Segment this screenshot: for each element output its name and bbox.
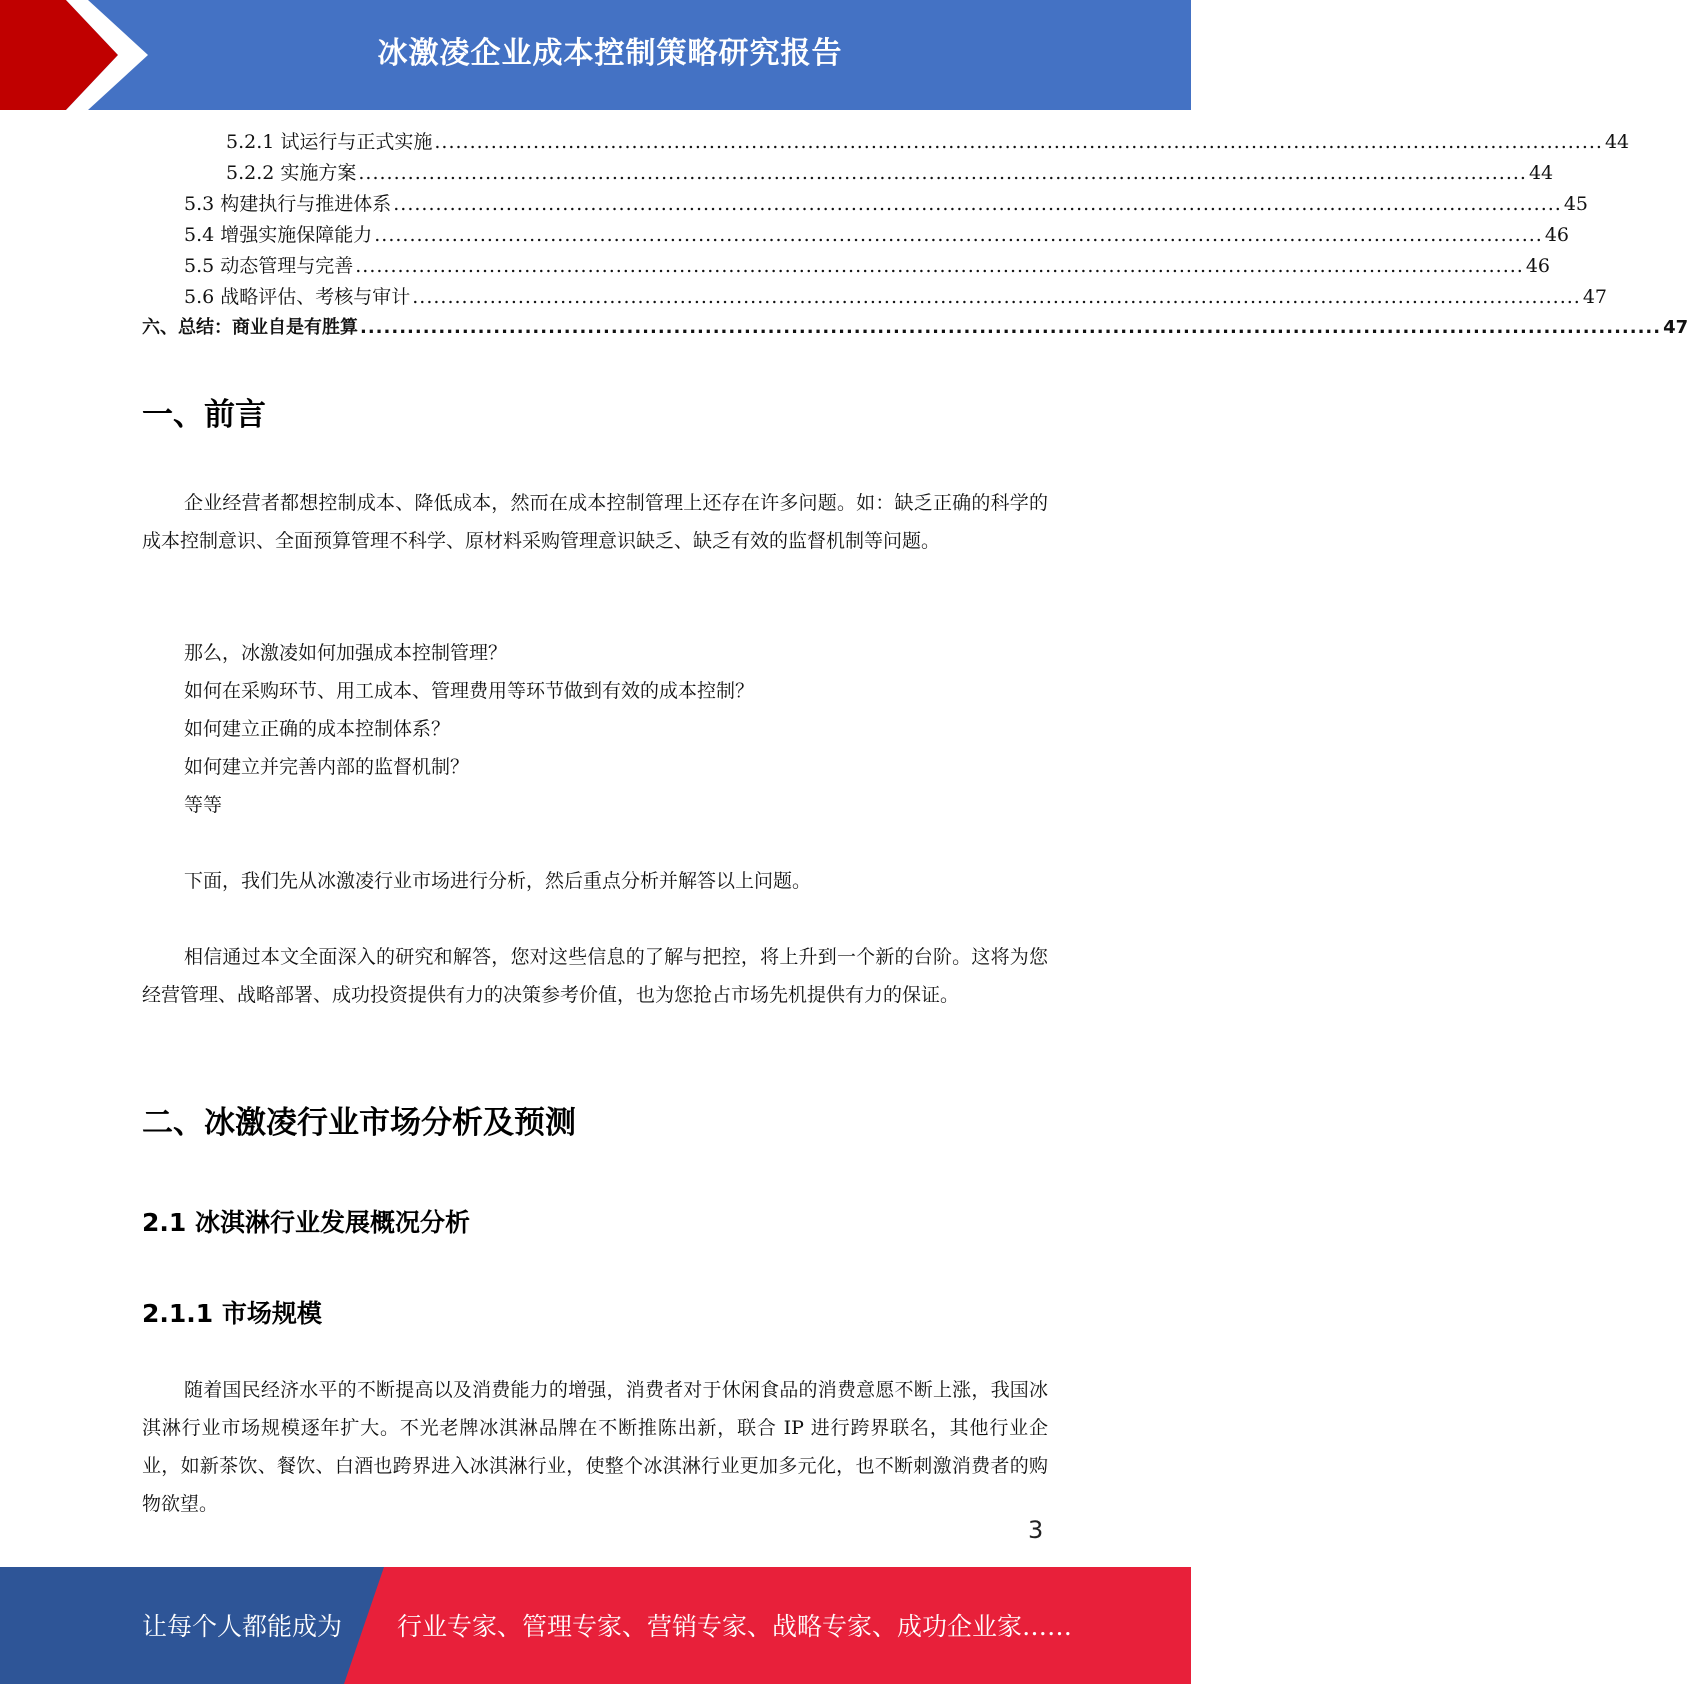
toc-entry-label: 5.4 增强实施保障能力 xyxy=(184,224,373,246)
toc-entry-label: 5.5 动态管理与完善 xyxy=(184,255,354,277)
toc-entry-page: 46 xyxy=(1525,255,1551,277)
toc-entry[interactable] xyxy=(142,313,1688,344)
toc-entry-label: 5.3 构建执行与推进体系 xyxy=(184,193,392,215)
toc-entry[interactable] xyxy=(142,158,1554,189)
toc-entry-page: 47 xyxy=(1582,286,1608,308)
market-paragraph-1: 随着国民经济水平的不断提高以及消费能力的增强，消费者对于休闲食品的消费意愿不断上涨，我国冰淇淋行业市场规模逐年扩大。不光老牌冰淇淋品牌在不断推陈出新，联合 IP 进行跨界联名，其他行业企业，如新茶饮、餐饮、白酒也跨界进入冰淇淋行业，使整个冰淇淋行业更加多元化，也不断刺激消费者的购物欲望。 xyxy=(142,1379,1048,1515)
toc-leader-dots: ...................................................................................................................................................................... xyxy=(355,255,1524,277)
question-item: 那么，冰激凌如何加强成本控制管理？ xyxy=(184,642,508,664)
question-item: 等等 xyxy=(184,794,223,816)
preface-paragraph-1: 企业经营者都想控制成本、降低成本，然而在成本控制管理上还存在许多问题。如：缺乏正确的科学的成本控制意识、全面预算管理不科学、原材料采购管理意识缺乏、缺乏有效的监督机制等问题。 xyxy=(142,492,1048,552)
toc-entry[interactable] xyxy=(142,127,1630,158)
toc-entry-page: 47 xyxy=(1663,317,1688,338)
toc-entry-label: 5.6 战略评估、考核与审计 xyxy=(184,286,411,308)
table-of-contents xyxy=(142,127,1688,344)
header-arrow-decoration xyxy=(0,0,330,110)
toc-leader-dots: ...................................................................................................................................................................... xyxy=(374,224,1543,246)
toc-entry-label: 5.2.2 实施方案 xyxy=(226,162,357,184)
section-heading-preface: 一、前言 xyxy=(142,397,266,433)
question-item: 如何建立并完善内部的监督机制？ xyxy=(184,756,470,778)
preface-paragraph-2: 下面，我们先从冰激凌行业市场进行分析，然后重点分析并解答以上问题。 xyxy=(184,870,812,892)
question-item: 如何在采购环节、用工成本、管理费用等环节做到有效的成本控制？ xyxy=(184,680,755,702)
footer-banner xyxy=(0,1567,1191,1684)
footer-slogan-left: 让每个人都能成为 xyxy=(142,1612,343,1641)
toc-leader-dots: ...................................................................................................................................................................... xyxy=(393,193,1562,215)
toc-entry[interactable] xyxy=(142,220,1570,251)
report-title: 冰激凌企业成本控制策略研究报告 xyxy=(377,36,843,71)
header-banner xyxy=(0,0,1191,110)
subsubsection-heading: 2.1.1 市场规模 xyxy=(142,1299,322,1328)
toc-entry-page: 44 xyxy=(1604,131,1630,153)
toc-leader-dots: ...................................................................................................................................................................... xyxy=(434,131,1603,153)
toc-leader-dots: ...................................................................................................................................................................... xyxy=(360,317,1662,338)
toc-leader-dots: ...................................................................................................................................................................... xyxy=(358,162,1527,184)
section-heading-market: 二、冰激凌行业市场分析及预测 xyxy=(142,1105,576,1141)
toc-entry[interactable] xyxy=(142,282,1608,313)
question-item: 如何建立正确的成本控制体系？ xyxy=(184,718,451,740)
toc-entry-page: 44 xyxy=(1528,162,1554,184)
toc-entry-label: 六、总结：商业自是有胜算 xyxy=(142,317,358,338)
subsection-heading: 2.1 冰淇淋行业发展概况分析 xyxy=(142,1208,470,1237)
toc-entry[interactable] xyxy=(142,251,1551,282)
toc-entry[interactable] xyxy=(142,189,1589,220)
footer-slogan-right: 行业专家、管理专家、营销专家、战略专家、成功企业家…… xyxy=(397,1612,1073,1641)
toc-entry-label: 5.2.1 试运行与正式实施 xyxy=(226,131,433,153)
toc-entry-page: 45 xyxy=(1563,193,1589,215)
preface-paragraph-3: 相信通过本文全面深入的研究和解答，您对这些信息的了解与把控，将上升到一个新的台阶。这将为您经营管理、战略部署、成功投资提供有力的决策参考价值，也为您抢占市场先机提供有力的保证。 xyxy=(142,946,1048,1006)
page-number: 3 xyxy=(1028,1516,1044,1544)
question-list xyxy=(184,634,1044,824)
toc-entry-page: 46 xyxy=(1544,224,1570,246)
toc-leader-dots: ...................................................................................................................................................................... xyxy=(412,286,1581,308)
